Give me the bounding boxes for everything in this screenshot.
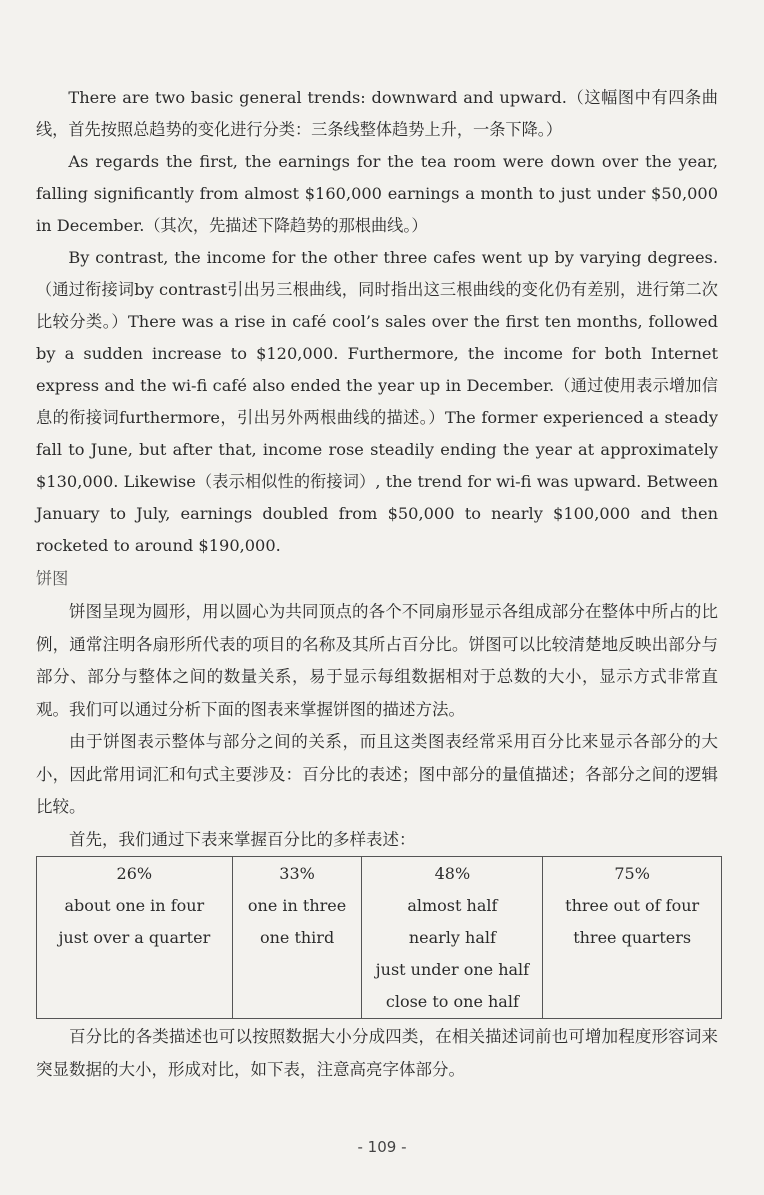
table-item: just under one half (375, 960, 530, 979)
table-item: about one in four (64, 896, 205, 915)
paragraph-table-intro: 首先，我们通过下表来掌握百分比的多样表述： (69, 829, 416, 849)
paragraph-pie-vocab: 由于饼图表示整体与部分之间的关系，而且这类图表经常采用百分比来显示各部分的大小，因此常用词汇和句式主要涉及：百分比的表述；图中部分的量值描述；各部分之间的逻辑比较。 (36, 732, 718, 816)
table-row (37, 857, 722, 1019)
table-item: almost half (407, 896, 498, 915)
table-cell-75 (543, 857, 722, 1019)
page-number: - 109 - (357, 1138, 407, 1156)
table-item: just over a quarter (58, 928, 211, 947)
table-cell-26 (37, 857, 233, 1019)
paragraph-percentage-categories: 百分比的各类描述也可以按照数据大小分成四类，在相关描述词前也可增加程度形容词来突显数据的大小，形成对比，如下表，注意高亮字体部分。 (36, 1027, 718, 1079)
table-header: 33% (279, 864, 315, 883)
paragraph-trends: There are two basic general trends: downward and upward.（这幅图中有四条曲线，首先按照总趋势的变化进行分类：三条线整体趋势上升，一条下降。） (36, 88, 718, 139)
table-item: one in three (247, 896, 347, 915)
table-cell-33 (232, 857, 362, 1019)
table-header: 48% (434, 864, 471, 883)
table-item: three quarters (573, 928, 692, 947)
table-item: one third (259, 928, 335, 947)
table-cell-48 (362, 857, 543, 1019)
paragraph-pie-intro: 饼图呈现为圆形，用以圆心为共同顶点的各个不同扇形显示各组成部分在整体中所占的比例，通常注明各扇形所代表的项目的名称及其所占百分比。饼图可以比较清楚地反映出部分与部分、部分与整体之间的数量关系，易于显示每组数据相对于总数的大小，显示方式非常直观。我们可以通过分析下面的图表来掌握饼图的描述方法。 (36, 602, 718, 719)
table-item: three out of four (565, 896, 700, 915)
paragraph-tea-room: As regards the first, the earnings for the tea room were down over the year, falling significantly from almost $160,000 earnings a month to just under $50,000 in December.（其次，先描述下降趋势的那根曲线。） (36, 152, 718, 235)
table-header: 26% (116, 864, 153, 883)
table-item: nearly half (408, 928, 496, 947)
section-heading-pie-chart: 饼图 (36, 569, 69, 588)
table-item: close to one half (385, 992, 519, 1011)
table-header: 75% (614, 864, 650, 883)
percentage-expressions-table (36, 856, 722, 1019)
paragraph-contrast: By contrast, the income for the other three cafes went up by varying degrees.（通过衔接词by contrast引出另三根曲线，同时指出这三根曲线的变化仍有差别，进行第二次比较分类。）There was a rise in café cool’s sales over the first ten months, followed by a sudden increase to $120,000. Furthermore, the income for both Internet express and the wi-fi café also ended the year up in December.（通过使用表示增加信息的衔接词furthermore，引出另外两根曲线的描述。）The former experienced a steady fall to June, but after that, income rose steadily ending the year at approximately $130,000. Likewise（表示相似性的衔接词）, the trend for wi-fi was upward. Between January to July, earnings doubled from $50,000 to nearly $100,000 and then rocketed to around $190,000. (36, 248, 718, 555)
